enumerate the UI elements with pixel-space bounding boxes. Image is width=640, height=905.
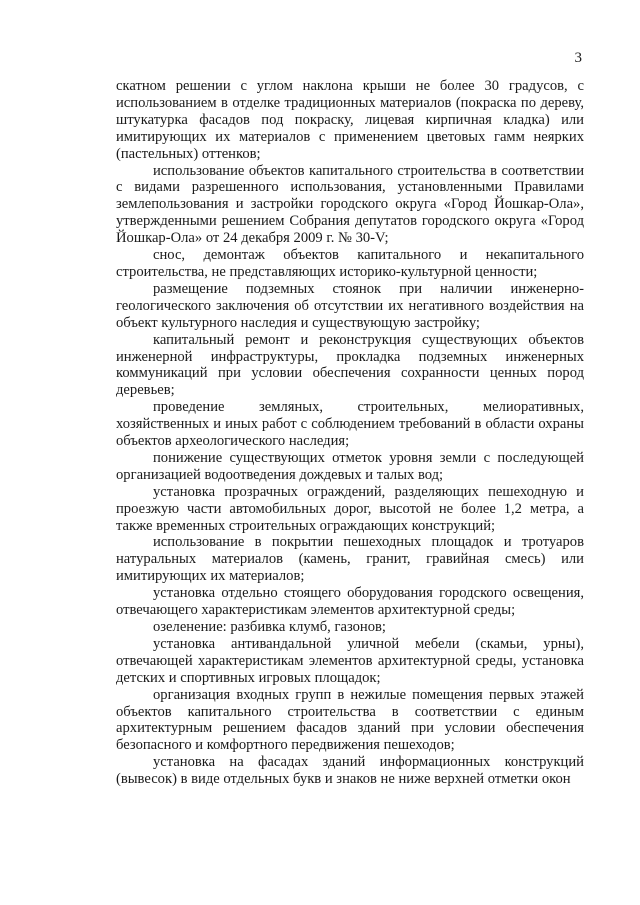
document-body [116,78,584,788]
paragraph: понижение существующих отметок уровня земли с последующей организацией водоотведения дождевых и талых вод; [116,449,584,483]
paragraph: использование в покрытии пешеходных площадок и тротуаров натуральных материалов (камень, гранит, гравийная смесь) или имитирующих их материалов; [116,534,584,585]
paragraph: капитальный ремонт и реконструкция существующих объектов инженерной инфраструктуры, прокладка подземных инженерных коммуникаций при условии обеспечения сохранности ценных пород деревьев; [116,331,584,399]
paragraph: использование объектов капитального строительства в соответствии с видами разрешенного использования, установленными Правилами землепользования и застройки городского округа «Город Йошкар-Ола», утвержденными решением Собрания депутатов городского округа «Город Йошкар-Ола» от 24 декабря 2009 г. № 30-V; [116,162,584,247]
paragraph: установка антивандальной уличной мебели (скамьи, урны), отвечающей характеристикам элементов архитектурной среды, установка детских и спортивных игровых площадок; [116,635,584,686]
paragraph: снос, демонтаж объектов капитального и некапитального строительства, не представляющих историко-культурной ценности; [116,247,584,280]
paragraph: проведение земляных, строительных, мелиоративных, хозяйственных и иных работ с соблюдением требований в области охраны объектов археологического наследия; [116,399,584,450]
paragraph: размещение подземных стоянок при наличии инженерно-геологического заключения об отсутствии их негативного воздействия на объект культурного наследия и существующую застройку; [116,280,584,331]
paragraph: озеленение: разбивка клумб, газонов; [153,619,386,635]
paragraph: установка прозрачных ограждений, разделяющих пешеходную и проезжую части автомобильных дорог, высотой не более 1,2 метра, а также временных строительных ограждающих конструкций; [116,483,584,534]
paragraph: скатном решении с углом наклона крыши не более 30 градусов, с использованием в отделке традиционных материалов (покраска по дереву, штукатурка фасадов под покраску, лицевая кирпичная кладка) или имитирующих их материалов с применением цветовых гамм неярких (пастельных) оттенков; [116,78,584,162]
paragraph: организация входных групп в нежилые помещения первых этажей объектов капитального строительства в соответствии с единым архитектурным решением фасадов зданий при условии обеспечения безопасного и комфортного передвижения пешеходов; [116,686,584,754]
paragraph: установка отдельно стоящего оборудования городского освещения, отвечающего характеристикам элементов архитектурной среды; [116,585,584,619]
paragraph: установка на фасадах зданий информационных конструкций (вывесок) в виде отдельных букв и знаков не ниже верхней отметки окон [116,754,584,788]
page-number: 3 [574,50,582,66]
